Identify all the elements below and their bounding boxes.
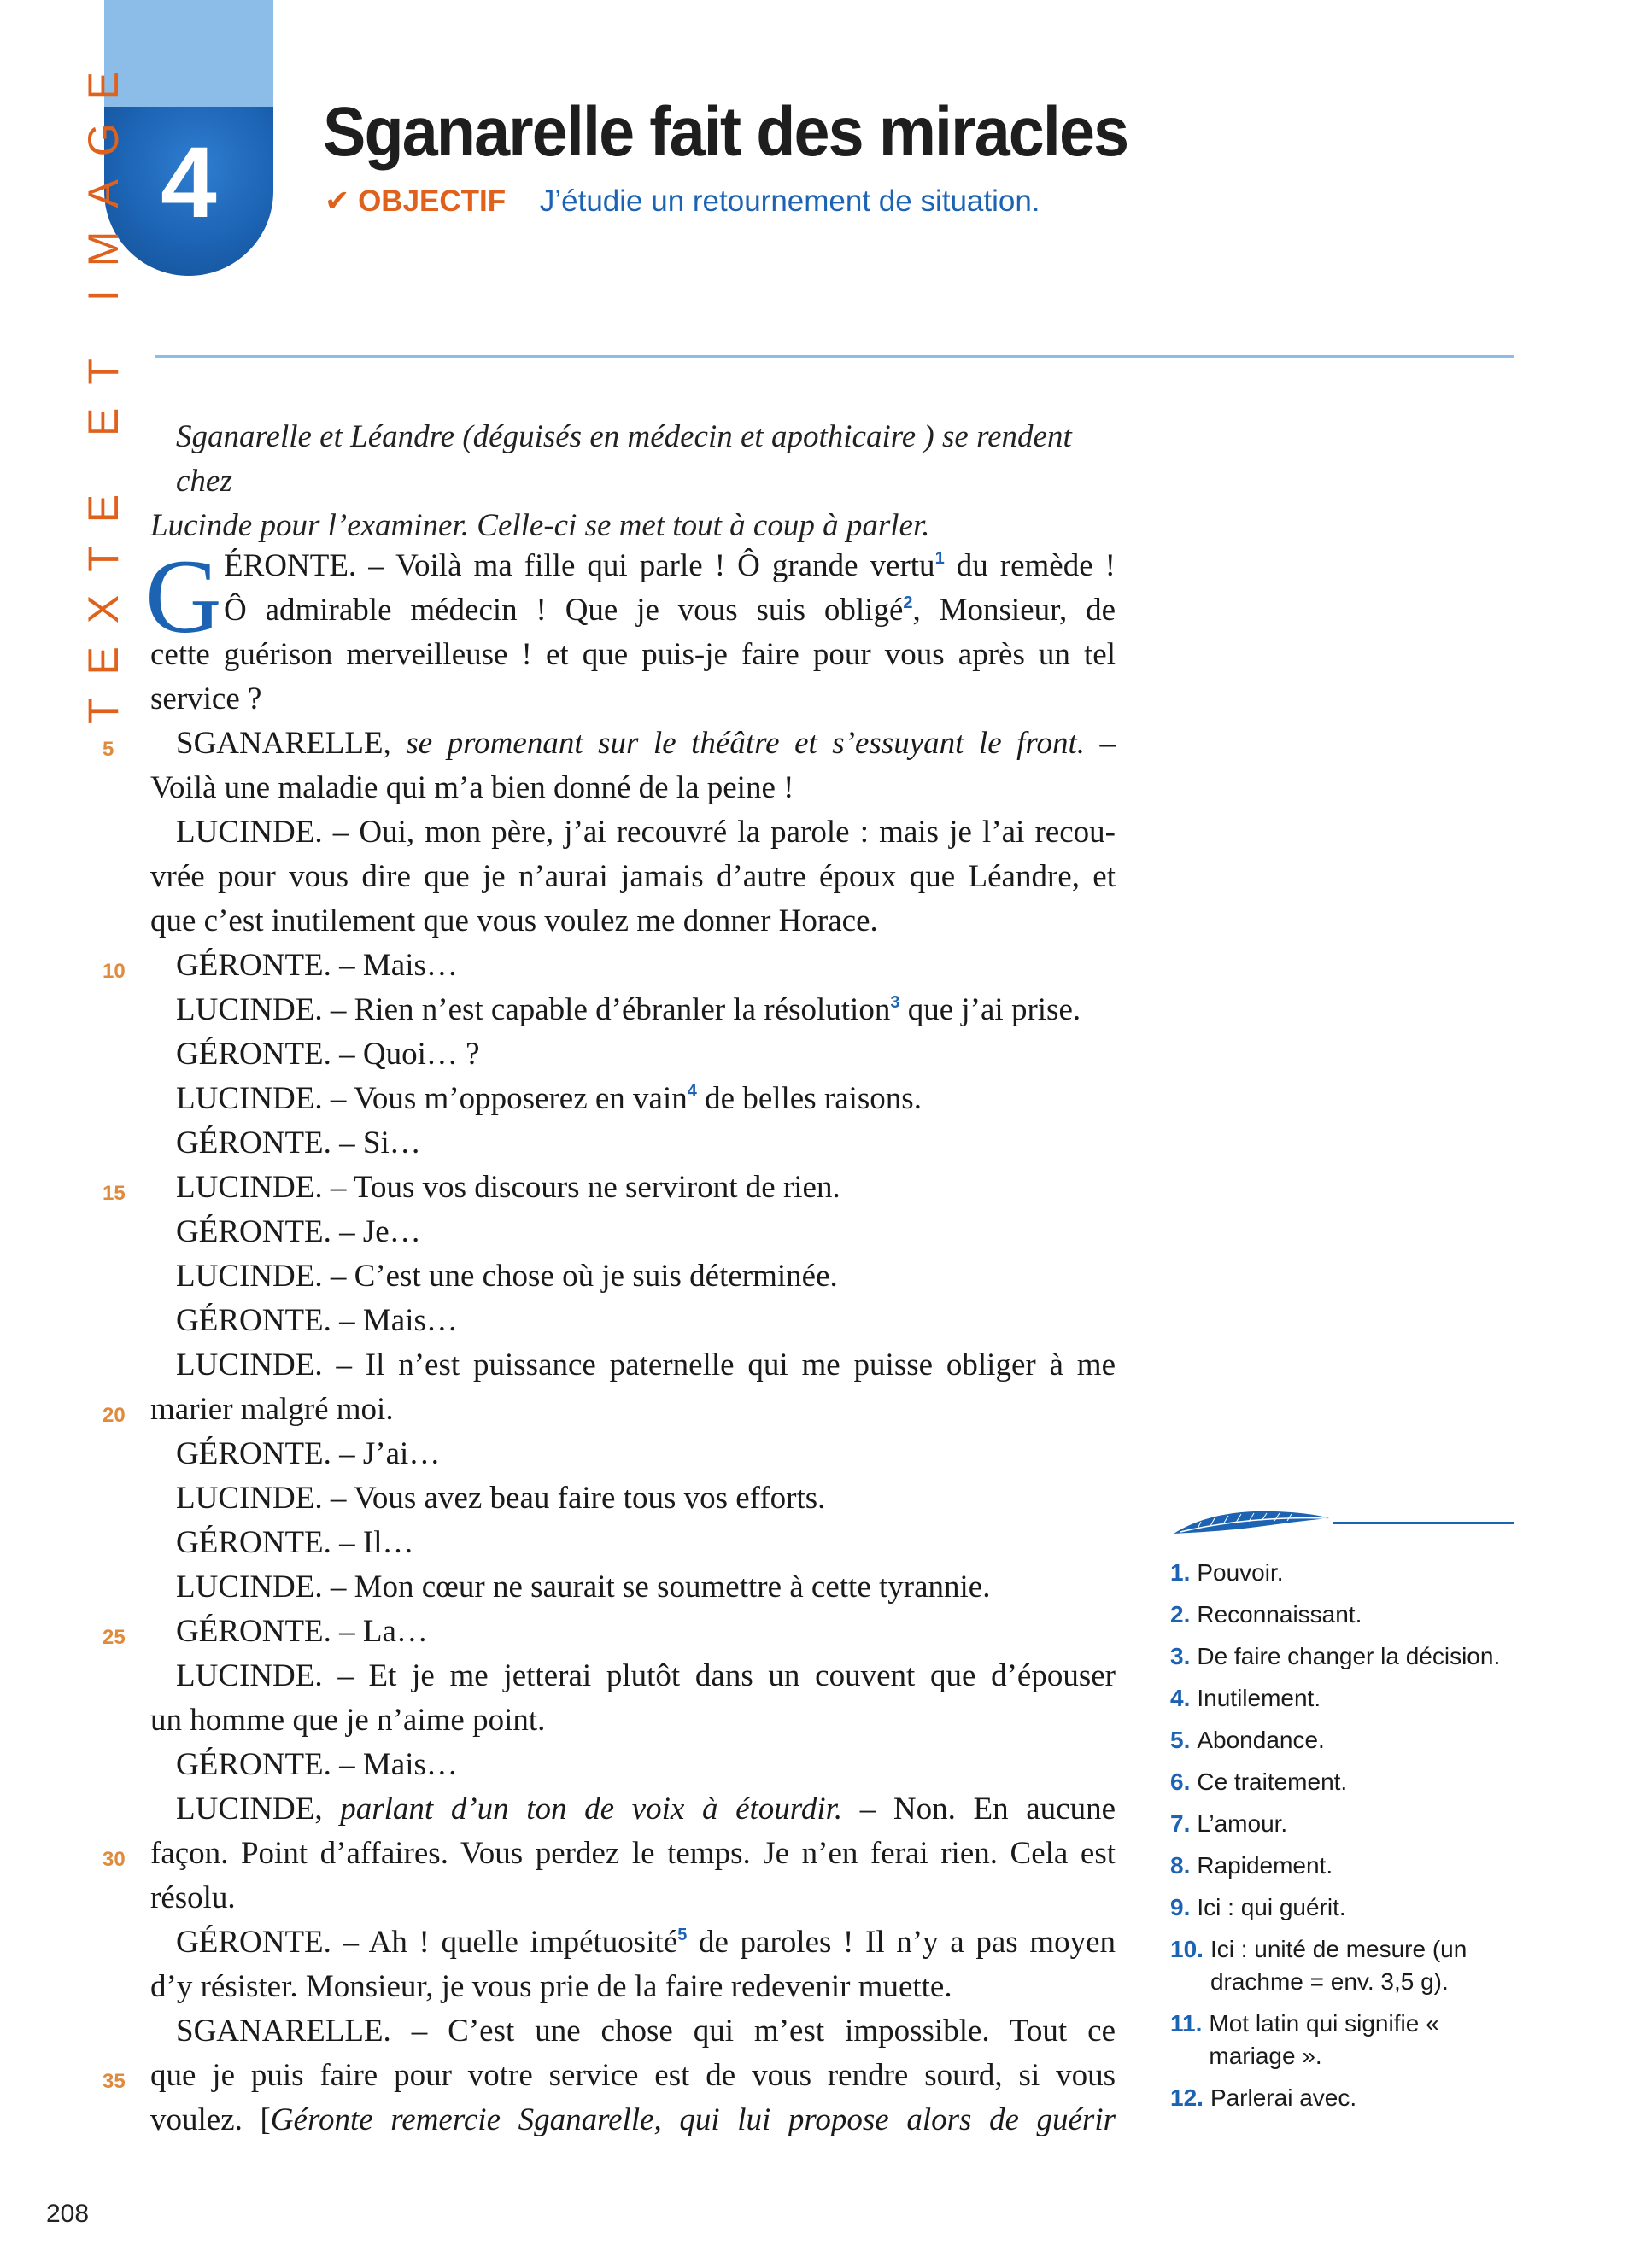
text-line: d’y résister. Monsieur, je vous prie de la faire redevenir muette. <box>150 1969 952 2004</box>
text-line: vrée pour vous dire que je n’aurai jamais d’autre époux que Léandre, et <box>150 859 1116 894</box>
drop-cap: G <box>145 538 222 655</box>
line-number: 15 <box>102 1182 126 1205</box>
footnote-ref: 3 <box>890 993 900 1012</box>
objective-text: J’étudie un retournement de situation. <box>539 184 1040 218</box>
text-line: voulez. [Géronte remercie Sganarelle, qui lui propose alors de guérir <box>150 2102 1116 2137</box>
footnote: 2. Reconnaissant. <box>1170 1601 1362 1628</box>
text-line: Voilà une maladie qui m’a bien donné de la peine ! <box>150 770 794 805</box>
text-line: GÉRONTE. – Ah ! quelle impétuosité$^5$ de paroles ! Il n’y a pas moyen <box>176 1925 1116 1960</box>
text-line: SGANARELLE. – C’est une chose qui m’est impossible. Tout ce <box>176 2014 1116 2049</box>
footnote: 8. Rapidement. <box>1170 1852 1333 1879</box>
footnote-ref: 1 <box>934 549 945 568</box>
text-line: GÉRONTE. – Quoi… ? <box>176 1037 480 1072</box>
footnote: 9. Ici : qui guérit. <box>1170 1894 1346 1920</box>
footnote-ref: 2 <box>903 593 913 612</box>
text-line: GÉRONTE. – Si… <box>176 1125 421 1160</box>
line-number: 5 <box>102 738 114 761</box>
text-line: LUCINDE. – Rien n’est capable d’ébranler la résolution$^3$ que j’ai prise. <box>176 992 1081 1027</box>
footnote: 10. Ici : unité de mesure (un drachme = env. 3,5 g). <box>1170 1936 1467 1995</box>
line-number: 30 <box>102 1848 126 1871</box>
page-number: 208 <box>46 2200 90 2228</box>
text-line: GÉRONTE. – Je… <box>176 1214 421 1249</box>
footnotes-list <box>1170 1557 1529 2124</box>
footnote: 5. Abondance. <box>1170 1727 1325 1753</box>
text-line: cette guérison merveilleuse ! et que puis-je faire pour vous après un tel <box>150 637 1116 672</box>
text-line: LUCINDE. – Vous m’opposerez en vain$^4$ de belles raisons. <box>176 1081 922 1116</box>
line-number: 10 <box>102 960 126 983</box>
text-line: GÉRONTE. – Mais… <box>176 1303 458 1338</box>
text-line: GÉRONTE. – Mais… <box>176 1747 458 1782</box>
footnote: 11. Mot latin qui signifie « mariage ». <box>1170 2010 1439 2069</box>
footnote: 4. Inutilement. <box>1170 1685 1321 1711</box>
line-number: 25 <box>102 1626 126 1649</box>
line-number: 35 <box>102 2070 126 2093</box>
text-line: marier malgré moi. <box>150 1392 394 1427</box>
text-line: que je puis faire pour votre service est de vous rendre sourd, si vous <box>150 2058 1116 2093</box>
text-line: résolu. <box>150 1880 236 1915</box>
footnote: 6. Ce traitement. <box>1170 1768 1348 1795</box>
footnote: 12. Parlerai avec. <box>1170 2084 1357 2111</box>
text-line: ÉRONTE. – Voilà ma fille qui parle ! Ô grande vertu$^1$ du remède ! <box>224 548 1116 583</box>
intro-paragraph <box>150 415 1116 548</box>
footnote-ref: 4 <box>687 1082 697 1101</box>
text-line: SGANARELLE, se promenant sur le théâtre et s’essuyant le front. – <box>176 726 1116 761</box>
text-line: LUCINDE. – Tous vos discours ne serviront de rien. <box>176 1170 840 1205</box>
text-line: GÉRONTE. – Mais… <box>176 948 458 983</box>
text-line: LUCINDE. – C’est une chose où je suis déterminée. <box>176 1259 838 1294</box>
text-line: LUCINDE. – Vous avez beau faire tous vos efforts. <box>176 1481 826 1516</box>
line-number: 20 <box>102 1404 126 1427</box>
check-icon: ✔ <box>325 184 350 218</box>
footnote: 3. De faire changer la décision. <box>1170 1643 1501 1669</box>
chapter-number-badge <box>104 107 273 276</box>
text-line: GÉRONTE. – Il… <box>176 1525 414 1560</box>
section-label: TEXTE ET IMAGE <box>79 48 127 724</box>
intro-line: Sganarelle et Léandre (déguisés en médecin et apothicaire ) se rendent chez <box>176 419 1072 499</box>
text-line: GÉRONTE. – La… <box>176 1614 428 1649</box>
text-line: que c’est inutilement que vous voulez me donner Horace. <box>150 903 878 938</box>
page-title: Sganarelle fait des miracles <box>323 93 1128 171</box>
footnote: 7. L’amour. <box>1170 1810 1288 1837</box>
text-line: LUCINDE. – Oui, mon père, j’ai recouvré la parole : mais je l’ai recou- <box>176 815 1116 850</box>
notes-divider <box>1332 1522 1514 1524</box>
intro-line: Lucinde pour l’examiner. Celle-ci se met tout à coup à parler. <box>150 508 930 543</box>
text-line: un homme que je n’aime point. <box>150 1703 546 1738</box>
footnote: 1. Pouvoir. <box>1170 1559 1284 1586</box>
header-divider <box>155 355 1514 358</box>
text-line: LUCINDE. – Et je me jetterai plutôt dans un couvent que d’épouser <box>176 1658 1116 1693</box>
text-line: façon. Point d’affaires. Vous perdez le temps. Je n’en ferai rien. Cela est <box>150 1836 1116 1871</box>
quill-icon <box>1172 1503 1331 1537</box>
text-line: LUCINDE, parlant d’un ton de voix à étourdir. – Non. En aucune <box>176 1792 1116 1827</box>
objective <box>325 184 1040 219</box>
objective-label: OBJECTIF <box>358 184 507 218</box>
text-line: service ? <box>150 681 262 716</box>
text-line: Ô admirable médecin ! Que je vous suis obligé$^2$, Monsieur, de <box>224 593 1116 628</box>
text-line: LUCINDE. – Mon cœur ne saurait se soumettre à cette tyrannie. <box>176 1569 991 1605</box>
text-line: LUCINDE. – Il n’est puissance paternelle qui me puisse obliger à me <box>176 1347 1116 1382</box>
chapter-number: 4 <box>161 126 217 239</box>
footnote-ref: 5 <box>677 1926 688 1944</box>
text-line: GÉRONTE. – J’ai… <box>176 1436 441 1471</box>
